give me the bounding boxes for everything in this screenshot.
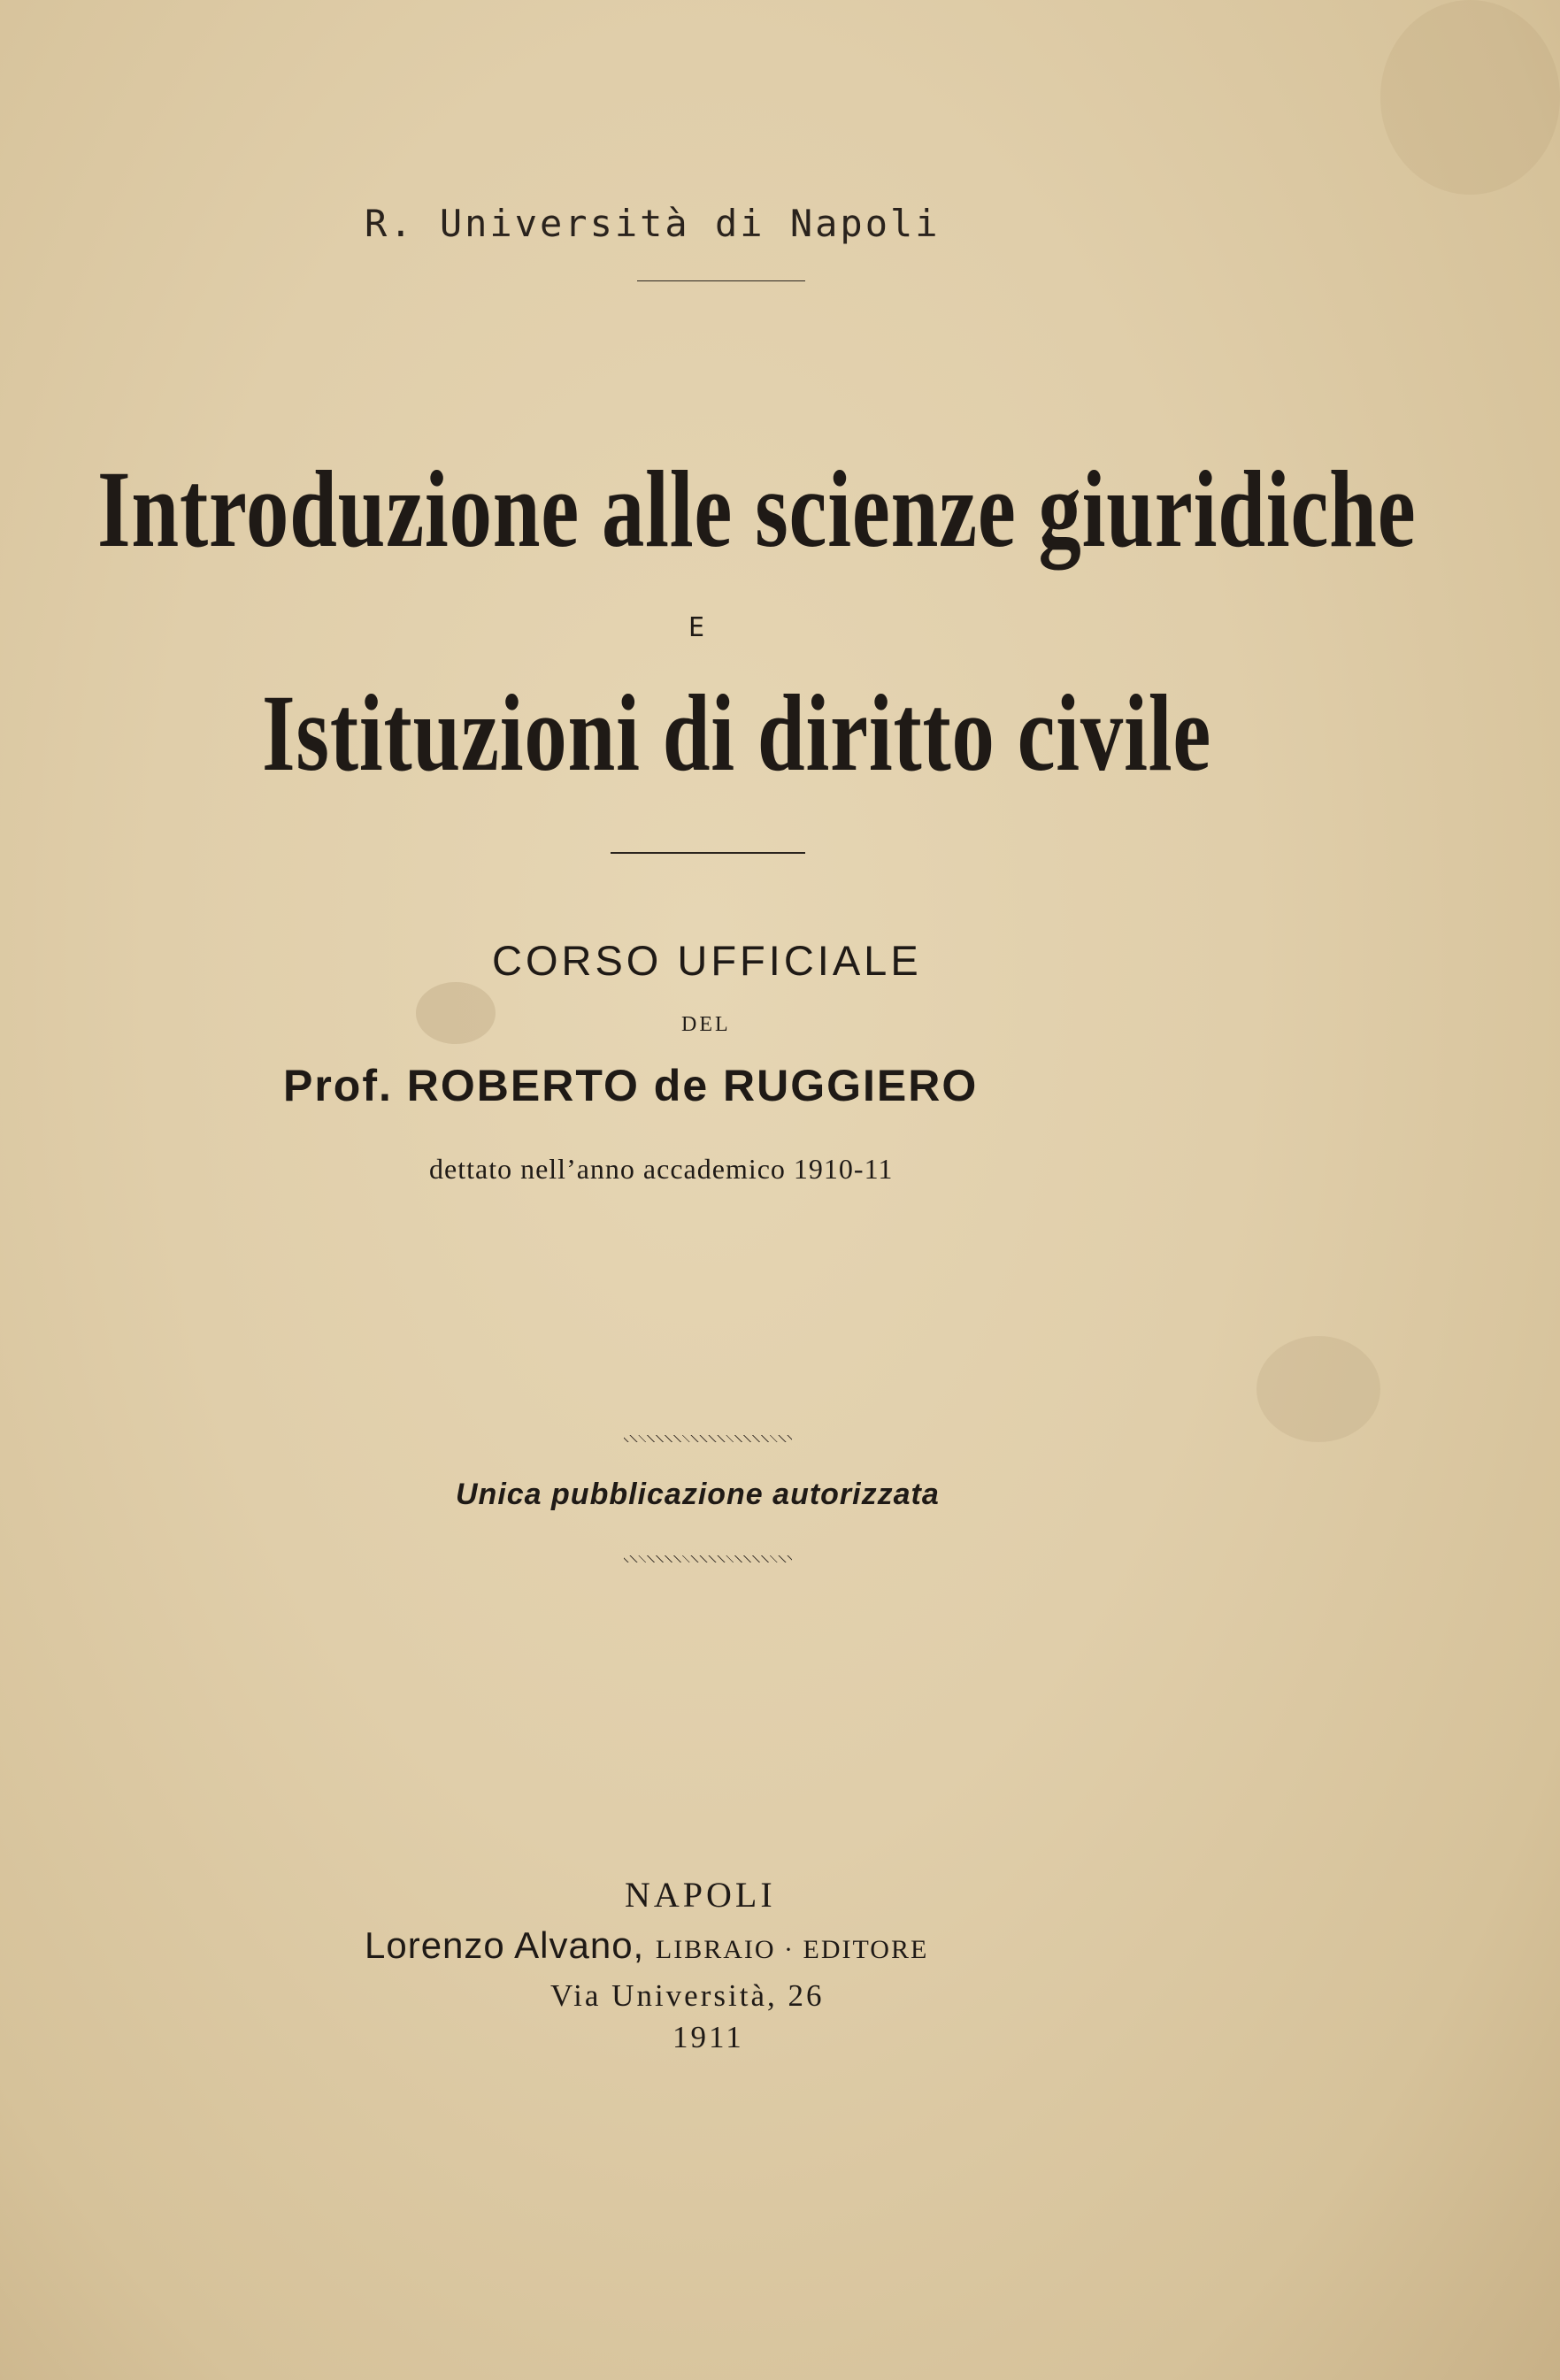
- course-label: CORSO UFFICIALE: [492, 937, 922, 984]
- title-line-2: Istituzioni di diritto civile: [262, 672, 1212, 794]
- publisher-name: Lorenzo Alvano,: [365, 1924, 645, 1966]
- imprint-city: NAPOLI: [625, 1875, 776, 1915]
- ornament-bottom: [624, 1555, 792, 1562]
- imprint-publisher: [365, 1924, 1037, 1967]
- publisher-role: LIBRAIO · EDITORE: [655, 1935, 929, 1964]
- imprint-year: 1911: [672, 2020, 744, 2054]
- course-preposition: DEL: [681, 1013, 731, 1036]
- title-conjunction: E: [688, 612, 705, 643]
- author-name: Prof. ROBERTO de RUGGIERO: [283, 1061, 979, 1110]
- ornament-top: [624, 1435, 792, 1442]
- institution-header: R. Università di Napoli: [365, 202, 941, 245]
- academic-year-note: dettato nell’anno accademico 1910-11: [429, 1153, 894, 1185]
- paper-stain: [416, 982, 496, 1044]
- imprint-address: Via Università, 26: [550, 1978, 825, 2013]
- header-divider: [637, 280, 805, 281]
- authorization-notice: Unica pubblicazione autorizzata: [456, 1478, 940, 1511]
- paper-stain: [1256, 1336, 1380, 1442]
- title-line-1: Introduzione alle scienze giuridiche: [97, 449, 1417, 570]
- title-divider: [611, 852, 805, 854]
- paper-stain: [1380, 0, 1560, 195]
